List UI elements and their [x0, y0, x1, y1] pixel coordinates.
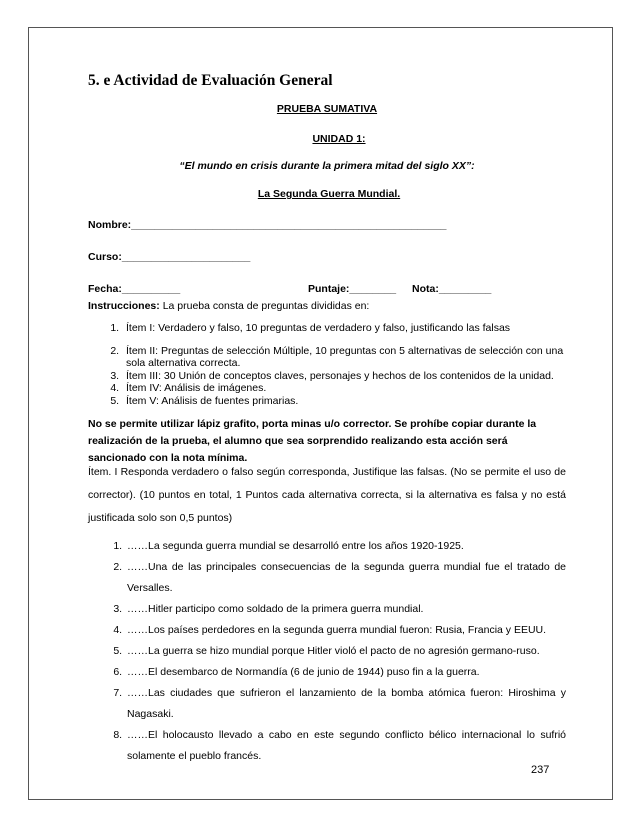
puntaje-field: Puntaje:________	[308, 283, 397, 295]
instructions-text: La prueba consta de preguntas divididas en:	[159, 300, 370, 312]
unit-label: UNIDAD 1:	[312, 133, 366, 145]
list-item: 3. Ítem III: 30 Unión de conceptos claves, personajes y hechos de los contenidos de la unidad.	[122, 370, 566, 383]
list-item: 4. ……Los países perdedores en la segunda guerra mundial fueron: Rusia, Francia y EEUU.	[125, 620, 566, 641]
list-item: 2. Ítem II: Preguntas de selección Múltiple, 10 preguntas con 5 alternativas de selección con una sola alternativa correcta.	[122, 345, 566, 370]
list-item: 2. ……Una de las principales consecuencias de la segunda guerra mundial fue el tratado de Versalles.	[125, 557, 566, 599]
fecha-field: Fecha:__________	[88, 283, 181, 295]
list-item: 4. Ítem IV: Análisis de imágenes.	[122, 382, 566, 395]
statement-list	[88, 536, 566, 767]
page-number: 237	[531, 764, 550, 776]
list-item: 5. Ítem V: Análisis de fuentes primarias.	[122, 395, 566, 408]
list-item: 3. ……Hitler participo como soldado de la primera guerra mundial.	[125, 599, 566, 620]
list-item: 1. ……La segunda guerra mundial se desarrolló entre los años 1920-1925.	[125, 536, 566, 557]
list-item: 6. ……El desembarco de Normandía (6 de junio de 1944) puso fin a la guerra.	[125, 662, 566, 683]
unit-subtitle: “El mundo en crisis durante la primera mitad del siglo XX”:	[179, 160, 475, 172]
warning-text: No se permite utilizar lápiz grafito, porta minas u/o corrector. Se prohíbe copiar durante la realización de la prueba, el alumno que sea sorprendido realizando esta acción será sancionado con la nota mínima.	[88, 418, 537, 464]
item1-instructions: Ítem. I Responda verdadero o falso según corresponda, Justifique las falsas. (No se permite el uso de corrector). (10 puntos en total, 1 Puntos cada alternativa correcta, si la alternativa es falsa y no está justificada solo son 0,5 puntos)	[88, 466, 566, 524]
list-item: 8. ……El holocausto llevado a cabo en este segundo conflicto bélico internacional lo sufrió solamente el pueblo francés.	[125, 725, 566, 767]
list-item: 1. Ítem I: Verdadero y falso, 10 preguntas de verdadero y falso, justificando las falsas	[122, 322, 566, 335]
curso-field: Curso:______________________	[88, 251, 251, 263]
instructions-label: Instrucciones:	[88, 300, 160, 312]
list-item: 7. ……Las ciudades que sufrieron el lanzamiento de la bomba atómica fueron: Hiroshima y Nagasaki.	[125, 683, 566, 725]
list-item: 5. ……La guerra se hizo mundial porque Hitler violó el pacto de no agresión germano-ruso.	[125, 641, 566, 662]
item-list	[88, 322, 566, 407]
nota-field: Nota:_________	[412, 283, 492, 295]
section-heading: 5. e Actividad de Evaluación General	[88, 72, 333, 89]
nombre-field: Nombre:______________________________________________________	[88, 219, 447, 231]
topic-title: La Segunda Guerra Mundial.	[257, 188, 401, 200]
document-title: PRUEBA SUMATIVA	[276, 103, 378, 115]
instructions	[88, 300, 369, 312]
